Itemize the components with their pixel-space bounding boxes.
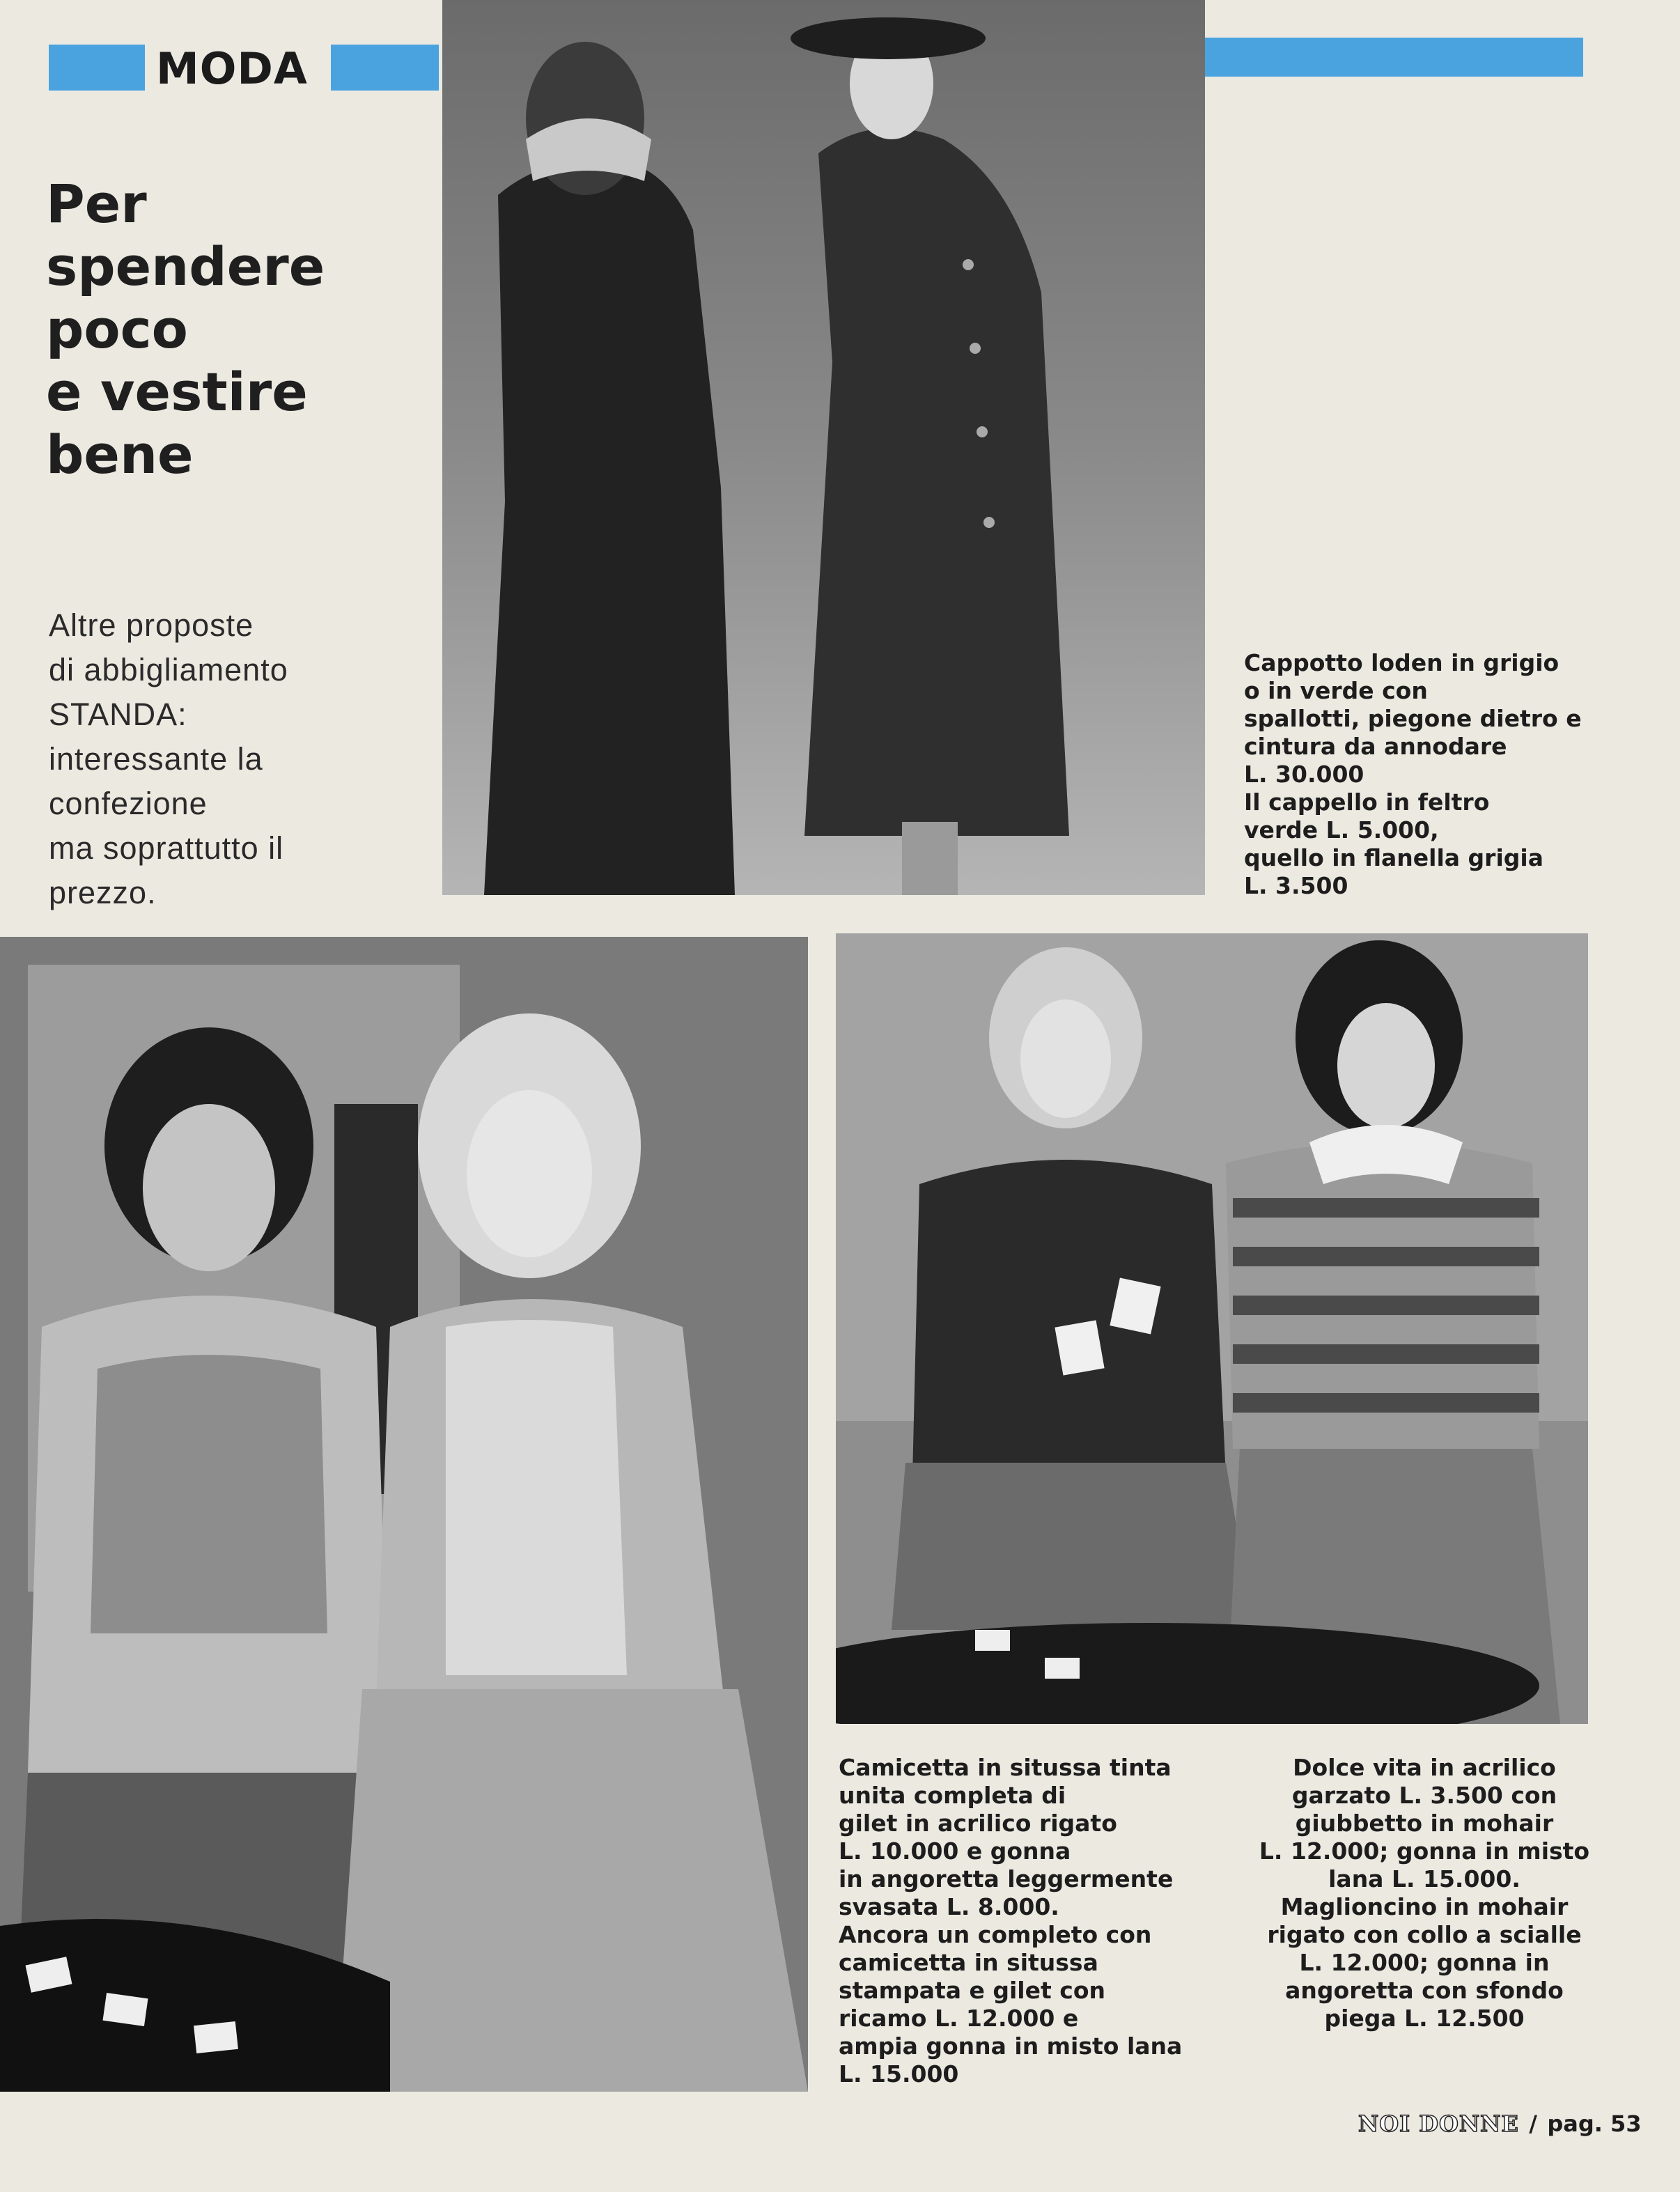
caption-line: L. 3.500 <box>1244 872 1348 899</box>
magazine-logo: NOI DONNE <box>1358 2111 1519 2137</box>
intro-line: di abbigliamento <box>49 652 288 687</box>
caption-line: Il cappello in feltro <box>1244 788 1490 816</box>
caption-line: gilet in acrilico rigato <box>839 1810 1117 1837</box>
caption-left-outfit <box>839 1754 1201 2088</box>
caption-line: L. 12.000; gonna in <box>1299 1949 1550 1976</box>
headline-line: bene <box>46 423 194 485</box>
caption-line: in angoretta leggermente <box>839 1865 1174 1892</box>
caption-line: Cappotto loden in grigio <box>1244 649 1560 676</box>
caption-line: unita completa di <box>839 1782 1066 1809</box>
intro-line: prezzo. <box>49 875 157 910</box>
photo-coats-image <box>442 0 1205 895</box>
caption-line: L. 15.000 <box>839 2060 959 2088</box>
photo-card-players-right-image <box>836 933 1588 1724</box>
footer-separator: / <box>1529 2111 1537 2137</box>
caption-line: quello in flanella grigia <box>1244 844 1543 871</box>
header-accent-bar-left <box>49 45 145 91</box>
page-number: pag. 53 <box>1547 2111 1642 2137</box>
page-footer <box>1358 2111 1642 2137</box>
caption-line: rigato con collo a scialle <box>1267 1921 1582 1948</box>
intro-line: confezione <box>49 786 208 821</box>
caption-right-outfit <box>1240 1754 1609 2032</box>
intro-line: ma soprattutto il <box>49 830 284 866</box>
photo-card-players-right <box>836 933 1588 1724</box>
headline-line: Per spendere <box>46 173 325 297</box>
caption-line: lana L. 15.000. <box>1328 1865 1520 1892</box>
caption-line: Maglioncino in mohair <box>1280 1893 1569 1920</box>
intro-paragraph <box>49 603 439 915</box>
intro-line: interessante la <box>49 741 263 777</box>
caption-line: Camicetta in situssa tinta <box>839 1754 1172 1781</box>
caption-line: giubbetto in mohair <box>1295 1810 1554 1837</box>
caption-line: L. 30.000 <box>1244 761 1364 788</box>
caption-line: spallotti, piegone dietro e <box>1244 705 1582 732</box>
caption-line: o in verde con <box>1244 677 1428 704</box>
caption-coat <box>1244 649 1620 900</box>
caption-line: ricamo L. 12.000 e <box>839 2005 1079 2032</box>
header-accent-bar-middle <box>331 45 439 91</box>
caption-line: L. 10.000 e gonna <box>839 1837 1071 1865</box>
photo-coats <box>442 0 1205 895</box>
intro-line: STANDA: <box>49 697 187 732</box>
headline-line: poco <box>46 298 188 360</box>
photo-card-players-left <box>0 937 808 2092</box>
photo-card-players-left-image <box>0 937 808 2092</box>
caption-line: Dolce vita in acrilico <box>1293 1754 1556 1781</box>
caption-line: Ancora un completo con <box>839 1921 1152 1948</box>
section-label: MODA <box>156 43 308 94</box>
caption-line: L. 12.000; gonna in misto <box>1259 1837 1590 1865</box>
caption-line: ampia gonna in misto lana <box>839 2032 1183 2060</box>
caption-line: cintura da annodare <box>1244 733 1507 760</box>
caption-line: piega L. 12.500 <box>1324 2005 1525 2032</box>
caption-line: garzato L. 3.500 con <box>1291 1782 1557 1809</box>
caption-line: verde L. 5.000, <box>1244 816 1439 844</box>
caption-line: svasata L. 8.000. <box>839 1893 1059 1920</box>
caption-line: camicetta in situssa <box>839 1949 1098 1976</box>
intro-line: Altre proposte <box>49 607 254 643</box>
header-accent-bar-right <box>1204 38 1583 77</box>
page-headline <box>46 173 436 486</box>
caption-line: stampata e gilet con <box>839 1977 1105 2004</box>
headline-line: e vestire <box>46 361 308 423</box>
caption-line: angoretta con sfondo <box>1285 1977 1564 2004</box>
